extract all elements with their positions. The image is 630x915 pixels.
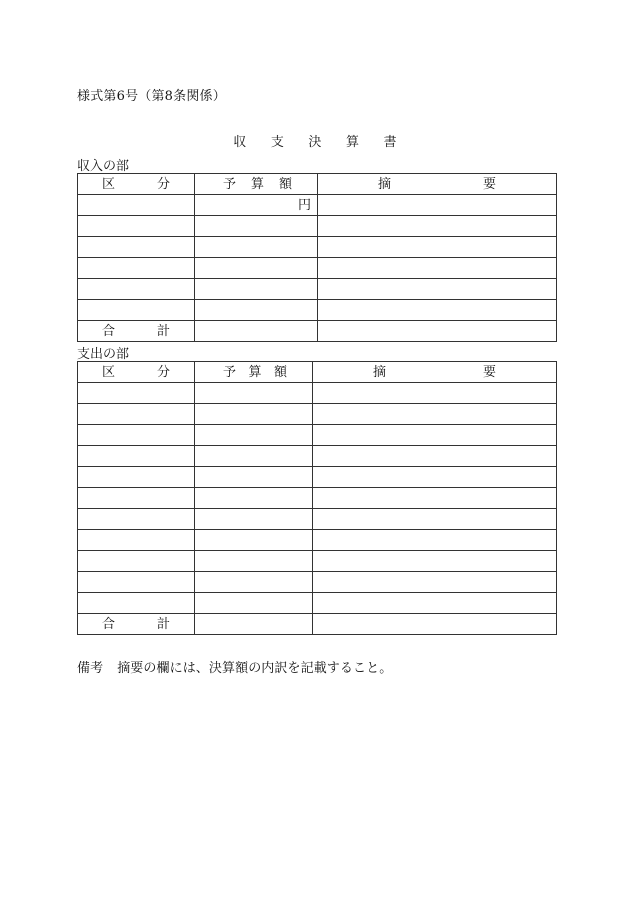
budget-cell[interactable]: [195, 467, 313, 488]
category-cell[interactable]: [78, 404, 195, 425]
income-table: [77, 173, 557, 342]
summary-cell[interactable]: [318, 237, 557, 258]
summary-cell[interactable]: [318, 279, 557, 300]
header-budget: 予 算 額: [195, 362, 313, 383]
budget-cell[interactable]: [195, 446, 313, 467]
budget-cell[interactable]: [195, 383, 313, 404]
summary-cell[interactable]: [318, 258, 557, 279]
remarks-text: 摘要の欄には、決算額の内訳を記載すること。: [117, 661, 393, 676]
table-row: [78, 446, 557, 467]
budget-cell[interactable]: [195, 551, 313, 572]
total-budget-cell[interactable]: [195, 614, 313, 635]
category-cell[interactable]: [78, 383, 195, 404]
category-cell[interactable]: [78, 530, 195, 551]
summary-cell[interactable]: [313, 530, 557, 551]
table-row: [78, 467, 557, 488]
header-category: 区 分: [78, 362, 195, 383]
table-row: [78, 530, 557, 551]
summary-cell[interactable]: [313, 425, 557, 446]
table-row: [78, 258, 557, 279]
summary-cell[interactable]: [313, 551, 557, 572]
total-budget-cell[interactable]: [195, 321, 318, 342]
category-cell[interactable]: [78, 279, 195, 300]
table-row: [78, 488, 557, 509]
budget-cell[interactable]: [195, 488, 313, 509]
budget-cell[interactable]: [195, 404, 313, 425]
summary-cell[interactable]: [318, 195, 557, 216]
table-row: [78, 425, 557, 446]
title-char: 算: [345, 135, 360, 150]
category-cell[interactable]: [78, 237, 195, 258]
summary-cell[interactable]: [318, 216, 557, 237]
category-cell[interactable]: [78, 488, 195, 509]
total-label: 合 計: [78, 321, 195, 342]
table-row: [78, 404, 557, 425]
table-row: [78, 572, 557, 593]
category-cell[interactable]: [78, 467, 195, 488]
remarks-label: 備考: [77, 661, 104, 676]
document-title: [0, 131, 630, 150]
title-char: 収: [233, 135, 247, 150]
summary-cell[interactable]: [313, 383, 557, 404]
expense-table: [77, 361, 557, 635]
expense-total-row: [78, 614, 557, 635]
header-summary: 摘 要: [313, 362, 557, 383]
header-category: 区 分: [78, 174, 195, 195]
remarks-note: [77, 657, 392, 676]
category-cell[interactable]: [78, 216, 195, 237]
category-cell[interactable]: [78, 300, 195, 321]
expense-header-row: [78, 362, 557, 383]
expense-section-label: 支出の部: [77, 347, 130, 362]
category-cell[interactable]: [78, 593, 195, 614]
budget-cell[interactable]: [195, 279, 318, 300]
table-row: [78, 593, 557, 614]
title-char: 支: [270, 135, 285, 150]
table-row: [78, 195, 557, 216]
category-cell[interactable]: [78, 425, 195, 446]
table-row: [78, 279, 557, 300]
budget-cell[interactable]: [195, 195, 318, 216]
header-budget: 予 算 額: [195, 174, 318, 195]
total-summary-cell[interactable]: [313, 614, 557, 635]
summary-cell[interactable]: [313, 446, 557, 467]
summary-cell[interactable]: [313, 593, 557, 614]
income-header-row: [78, 174, 557, 195]
budget-cell[interactable]: [195, 572, 313, 593]
category-cell[interactable]: [78, 258, 195, 279]
budget-cell[interactable]: [195, 237, 318, 258]
table-row: [78, 216, 557, 237]
summary-cell[interactable]: [318, 300, 557, 321]
summary-cell[interactable]: [313, 404, 557, 425]
summary-cell[interactable]: [313, 572, 557, 593]
table-row: [78, 551, 557, 572]
total-label: 合 計: [78, 614, 195, 635]
budget-cell[interactable]: [195, 530, 313, 551]
category-cell[interactable]: [78, 551, 195, 572]
summary-cell[interactable]: [313, 509, 557, 530]
budget-cell[interactable]: [195, 425, 313, 446]
yen-unit: 円: [297, 197, 311, 213]
title-char: 書: [383, 135, 397, 150]
category-cell[interactable]: [78, 195, 195, 216]
category-cell[interactable]: [78, 509, 195, 530]
title-char: 決: [308, 135, 322, 150]
budget-cell[interactable]: [195, 509, 313, 530]
category-cell[interactable]: [78, 446, 195, 467]
budget-cell[interactable]: [195, 258, 318, 279]
budget-cell[interactable]: [195, 593, 313, 614]
income-total-row: [78, 321, 557, 342]
header-summary: 摘 要: [318, 174, 557, 195]
budget-cell[interactable]: [195, 216, 318, 237]
table-row: [78, 383, 557, 404]
category-cell[interactable]: [78, 572, 195, 593]
income-section-label: 収入の部: [77, 159, 130, 174]
total-summary-cell[interactable]: [318, 321, 557, 342]
table-row: [78, 509, 557, 530]
table-row: [78, 237, 557, 258]
table-row: [78, 300, 557, 321]
form-number: 様式第6号（第8条関係）: [77, 89, 226, 104]
budget-cell[interactable]: [195, 300, 318, 321]
summary-cell[interactable]: [313, 488, 557, 509]
summary-cell[interactable]: [313, 467, 557, 488]
